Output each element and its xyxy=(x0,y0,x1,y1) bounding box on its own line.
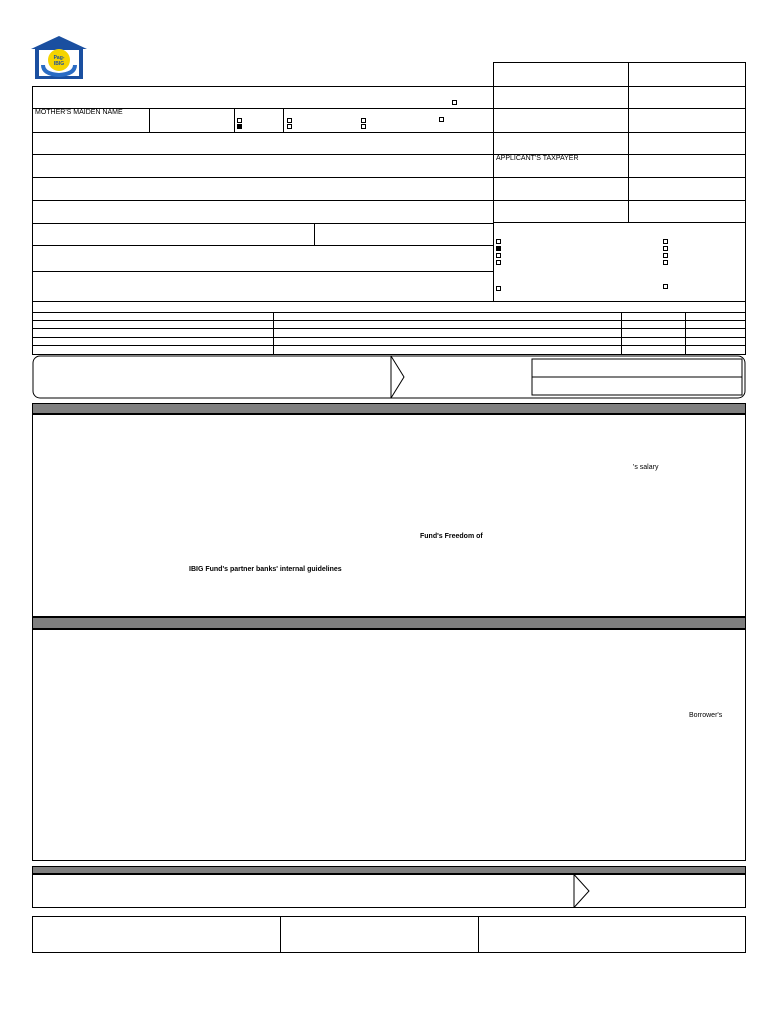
main-divider xyxy=(493,86,494,301)
checkbox-right[interactable] xyxy=(663,253,668,258)
mothers-maiden-name-label: MOTHER'S MAIDEN NAME xyxy=(35,109,123,116)
checkbox-civil-status[interactable] xyxy=(237,118,242,123)
grid-line xyxy=(32,301,746,302)
grid-line xyxy=(32,177,493,178)
checkbox-right[interactable] xyxy=(496,253,501,258)
section3-arrow-box xyxy=(32,874,746,908)
section2-header-band xyxy=(32,617,746,629)
grid-line xyxy=(32,328,746,329)
grid-line xyxy=(32,223,493,224)
checkbox-civil-status[interactable] xyxy=(439,117,444,122)
logo-text-2: IBIG xyxy=(53,61,65,67)
checkbox-civil-status[interactable] xyxy=(287,124,292,129)
grid-line xyxy=(32,200,493,201)
checkbox-civil-status[interactable] xyxy=(287,118,292,123)
grid-line xyxy=(149,108,150,132)
checkbox-right[interactable] xyxy=(663,284,668,289)
checkbox-civil-status[interactable] xyxy=(361,118,366,123)
checkbox[interactable] xyxy=(452,100,457,105)
loan-arrow-panel xyxy=(32,355,746,399)
checkbox-right[interactable] xyxy=(496,246,501,251)
main-form-box xyxy=(32,86,746,355)
grid-line xyxy=(32,312,746,313)
grid-line xyxy=(685,312,686,355)
section1-freedom-text: Fund's Freedom of xyxy=(420,533,483,540)
checkbox-civil-status[interactable] xyxy=(237,124,242,129)
grid-line xyxy=(32,154,493,155)
signature-box xyxy=(32,916,746,953)
signature-divider xyxy=(478,916,479,953)
checkbox-right[interactable] xyxy=(496,260,501,265)
section1-box xyxy=(32,414,746,617)
checkbox-right[interactable] xyxy=(496,239,501,244)
grid-line xyxy=(32,245,493,246)
section1-guidelines-text: IBIG Fund's partner banks' internal guidelines xyxy=(189,566,342,573)
checkbox-right[interactable] xyxy=(663,239,668,244)
section2-box xyxy=(32,629,746,861)
logo-text-1: Pag- xyxy=(53,55,65,61)
grid-line xyxy=(234,108,235,132)
signature-divider xyxy=(280,916,281,953)
grid-line xyxy=(32,132,493,133)
grid-line xyxy=(32,337,746,338)
pag-ibig-logo xyxy=(29,35,89,81)
section2-borrowers-text: Borrower's xyxy=(689,712,723,719)
checkbox-right[interactable] xyxy=(663,246,668,251)
checkbox-civil-status[interactable] xyxy=(361,124,366,129)
grid-line xyxy=(621,312,622,355)
grid-line xyxy=(32,345,746,346)
grid-line xyxy=(314,223,315,245)
checkbox-right[interactable] xyxy=(496,286,501,291)
checkbox-right[interactable] xyxy=(663,260,668,265)
applicant-taxpayer-label: APPLICANT'S TAXPAYER xyxy=(496,155,579,162)
grid-line xyxy=(273,312,274,355)
grid-line xyxy=(283,108,284,132)
section1-header-band xyxy=(32,403,746,414)
section1-salary-text: 's salary xyxy=(633,464,659,471)
grid-line xyxy=(32,271,493,272)
grid-line xyxy=(32,320,746,321)
section3-header-band xyxy=(32,866,746,874)
